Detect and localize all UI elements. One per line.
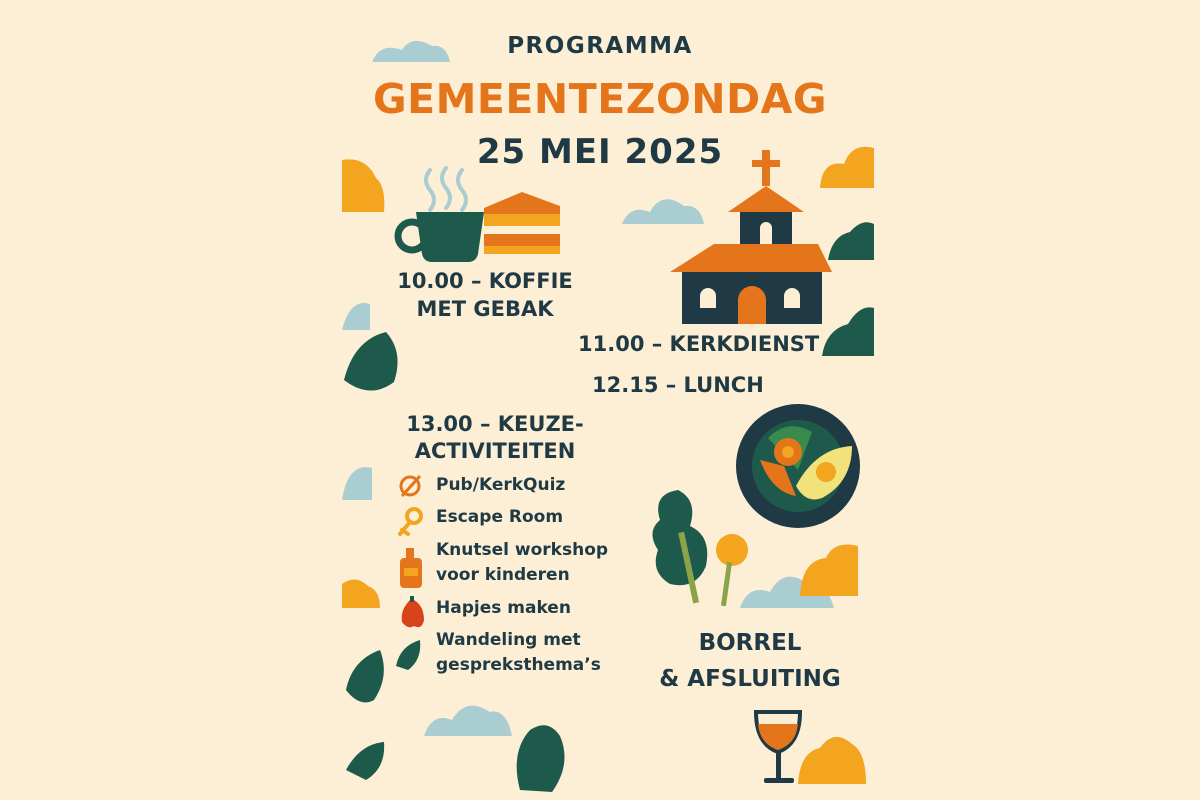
- leaf-icon: [344, 332, 398, 391]
- koffie-line1: 10.00 – KOFFIE: [397, 269, 573, 293]
- church-icon: [670, 150, 832, 324]
- koffie-line2: MET GEBAK: [416, 297, 554, 321]
- cloud-icon: [342, 579, 380, 608]
- schedule-kerkdienst: 11.00 – KERKDIENST: [578, 332, 820, 356]
- activity-item-hapjes: Hapjes maken: [436, 598, 571, 618]
- activity-item-knutsel-line1: Knutsel workshop: [436, 540, 609, 560]
- tree-icon: [652, 490, 748, 606]
- leaf-icon: [396, 640, 420, 670]
- cloud-icon: [800, 545, 858, 597]
- event-date: 25 MEI 2025: [476, 132, 724, 172]
- cloud-icon: [342, 467, 372, 500]
- activity-item-wandeling-line1: Wandeling met: [436, 630, 581, 650]
- leaf-icon: [828, 222, 874, 260]
- pepper-icon: [402, 596, 424, 627]
- activiteiten-line1: 13.00 – KEUZE-: [406, 412, 584, 436]
- plate-icon: [736, 404, 860, 528]
- schedule-lunch: 12.15 – LUNCH: [592, 373, 764, 397]
- page-title: GEMEENTEZONDAG: [372, 75, 828, 123]
- borrel-line1: BORREL: [698, 630, 802, 656]
- cloud-icon: [622, 199, 704, 224]
- activity-item-escape-room: Escape Room: [436, 507, 564, 527]
- activity-item-wandeling-line2: gespreksthema’s: [436, 655, 601, 675]
- leaf-icon: [822, 307, 874, 356]
- key-icon: [400, 509, 421, 534]
- program-label: PROGRAMMA: [507, 33, 693, 59]
- glue-bottle-icon: [400, 548, 422, 588]
- coffee-cake-icon: [398, 168, 560, 262]
- activity-item-knutsel-line2: voor kinderen: [436, 565, 570, 585]
- leaf-icon: [517, 725, 565, 792]
- wine-glass-icon: [756, 712, 800, 783]
- cloud-icon: [342, 303, 370, 330]
- leaf-icon: [346, 742, 384, 780]
- activity-item-quiz: Pub/KerkQuiz: [436, 475, 566, 495]
- activiteiten-line2: ACTIVITEITEN: [414, 439, 576, 463]
- cloud-icon: [798, 737, 866, 784]
- cloud-icon: [424, 706, 512, 736]
- borrel-line2: & AFSLUITING: [659, 666, 841, 692]
- leaf-icon: [346, 650, 384, 702]
- quiz-icon: [401, 476, 420, 496]
